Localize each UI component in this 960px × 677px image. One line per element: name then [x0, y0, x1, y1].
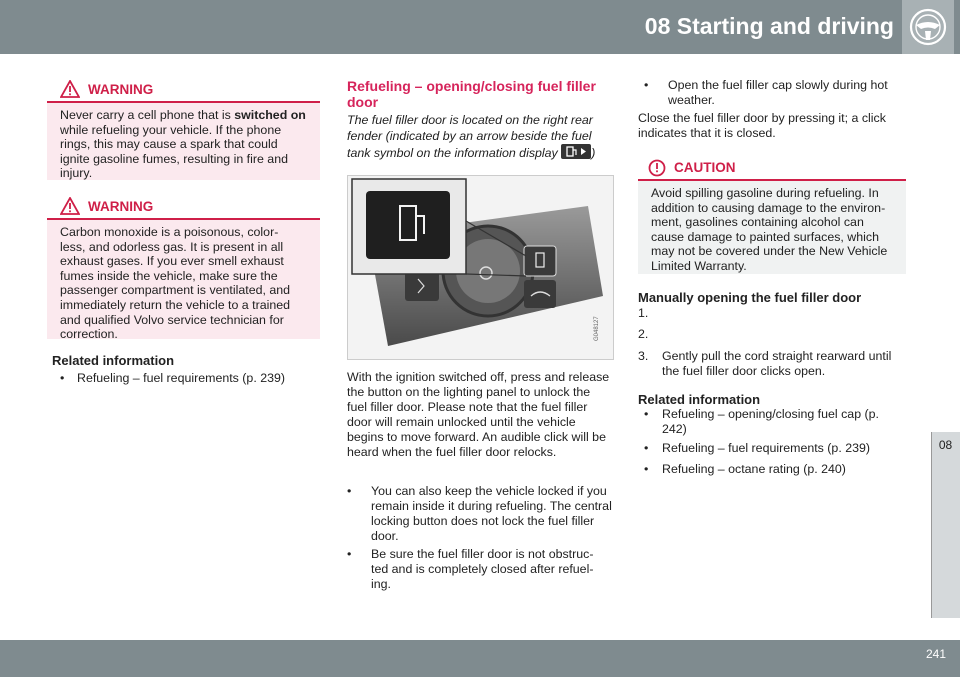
caution-title: CAUTION: [674, 160, 736, 175]
step-2: [638, 327, 648, 342]
chapter-side-tab-label: 08: [938, 438, 953, 452]
caution-circle-icon: [648, 159, 666, 177]
warning-text-part: Never carry a cell phone that is: [60, 108, 235, 122]
manual-open-heading: Manually opening the fuel filler door: [638, 290, 862, 305]
step-text: Gently pull the cord straight rearward until the fuel filler door clicks open.: [662, 349, 892, 378]
intro-text-close: ): [591, 146, 596, 160]
bullet-dot: •: [347, 484, 352, 498]
step-1: [638, 306, 648, 321]
caution-box: [638, 157, 906, 274]
fuel-pump-arrow-icon: [561, 144, 591, 159]
chapter-title: 08 Starting and driving: [644, 13, 894, 39]
caution-header: [638, 157, 906, 181]
warning-title: WARNING: [88, 199, 154, 214]
steering-wheel-icon: [908, 7, 948, 47]
close-door-paragraph: Close the fuel filler door by pressing it; a click indicates that it is closed.: [638, 111, 886, 140]
body-paragraph: With the ignition switched off, press and release the button on the lighting panel to unlock the fuel filler door. Please note that the fuel filler door will remain unlocked until the vehicle begins to move forward. An audible click will be heard when the fuel filler door relocks.: [347, 370, 610, 459]
section-intro: [347, 113, 613, 162]
related-link-text: Refueling – fuel requirements (p. 239): [662, 441, 871, 455]
bullet-dot: •: [644, 462, 649, 476]
warning-box-carbon-monoxide: [47, 196, 320, 342]
bullet-text: Be sure the fuel filler door is not obstruc- ted and is completely closed after refuel- ing.: [371, 547, 594, 591]
warning-header: [47, 79, 320, 103]
warning-title: WARNING: [88, 82, 154, 97]
page-header: [0, 0, 960, 54]
warning-triangle-icon: [60, 80, 80, 98]
bullet-dot: •: [60, 371, 65, 385]
bullet-dot: •: [644, 78, 649, 92]
lighting-panel-image: [347, 175, 614, 360]
intro-text: The fuel filler door is located on the right rear fender (indicated by an arrow beside the fuel tank symbol on the information display: [347, 113, 593, 160]
lighting-panel-illustration: [348, 176, 613, 359]
caution-text: Avoid spilling gasoline during refueling. In addition to causing damage to the environ- ment, gasolines containing alcohol can cause damage to painted surfaces, which may not be covered under the New Vehicle Limited Warranty.: [651, 186, 888, 273]
step-number: 2.: [638, 327, 649, 341]
warning-triangle-icon: [60, 197, 80, 215]
bullet-text: Open the fuel filler cap slowly during hot weather.: [668, 78, 888, 107]
chapter-icon-box: [902, 0, 954, 54]
warning-text: [47, 103, 320, 190]
step-number: 3.: [638, 349, 649, 363]
related-info-heading: Related information: [52, 353, 175, 368]
related-info-heading: Related information: [638, 392, 761, 407]
related-link-text: Refueling – octane rating (p. 240): [662, 462, 846, 476]
bullet-text: You can also keep the vehicle locked if you remain inside it during refueling. The central locking button does not lock the fuel filler door.: [371, 484, 612, 543]
bullet-dot: •: [644, 407, 649, 421]
warning-text-part: while refueling your vehicle. If the phone rings, this may cause a spark that could ignite gasoline fumes, resulting in fire and injury.: [60, 122, 288, 181]
chapter-side-tab: [931, 432, 960, 618]
warning-box-phone: [47, 79, 320, 180]
related-link-text: Refueling – opening/closing fuel cap (p. 242): [662, 407, 879, 436]
warning-header: [47, 196, 320, 220]
step-number: 1.: [638, 306, 649, 320]
bullet-dot: •: [347, 547, 352, 561]
related-link-text: Refueling – fuel requirements (p. 239): [77, 371, 286, 385]
image-code: G048127: [594, 316, 600, 341]
warning-text: Carbon monoxide is a poisonous, color- less, and odorless gas. It is present in all exhaust gases. If you ever smell exhaust fumes inside the vehicle, make sure the passenger compartment is ventilated, and immediately return the vehicle to a trained and qualified Volvo service technician for correction.: [60, 225, 291, 342]
warning-text-bold: switched on: [234, 108, 306, 122]
section-title: Refueling – opening/closing fuel filler door: [347, 78, 596, 110]
bullet-dot: •: [644, 441, 649, 455]
page-footer: [0, 640, 960, 677]
page-number: 241: [925, 647, 946, 661]
